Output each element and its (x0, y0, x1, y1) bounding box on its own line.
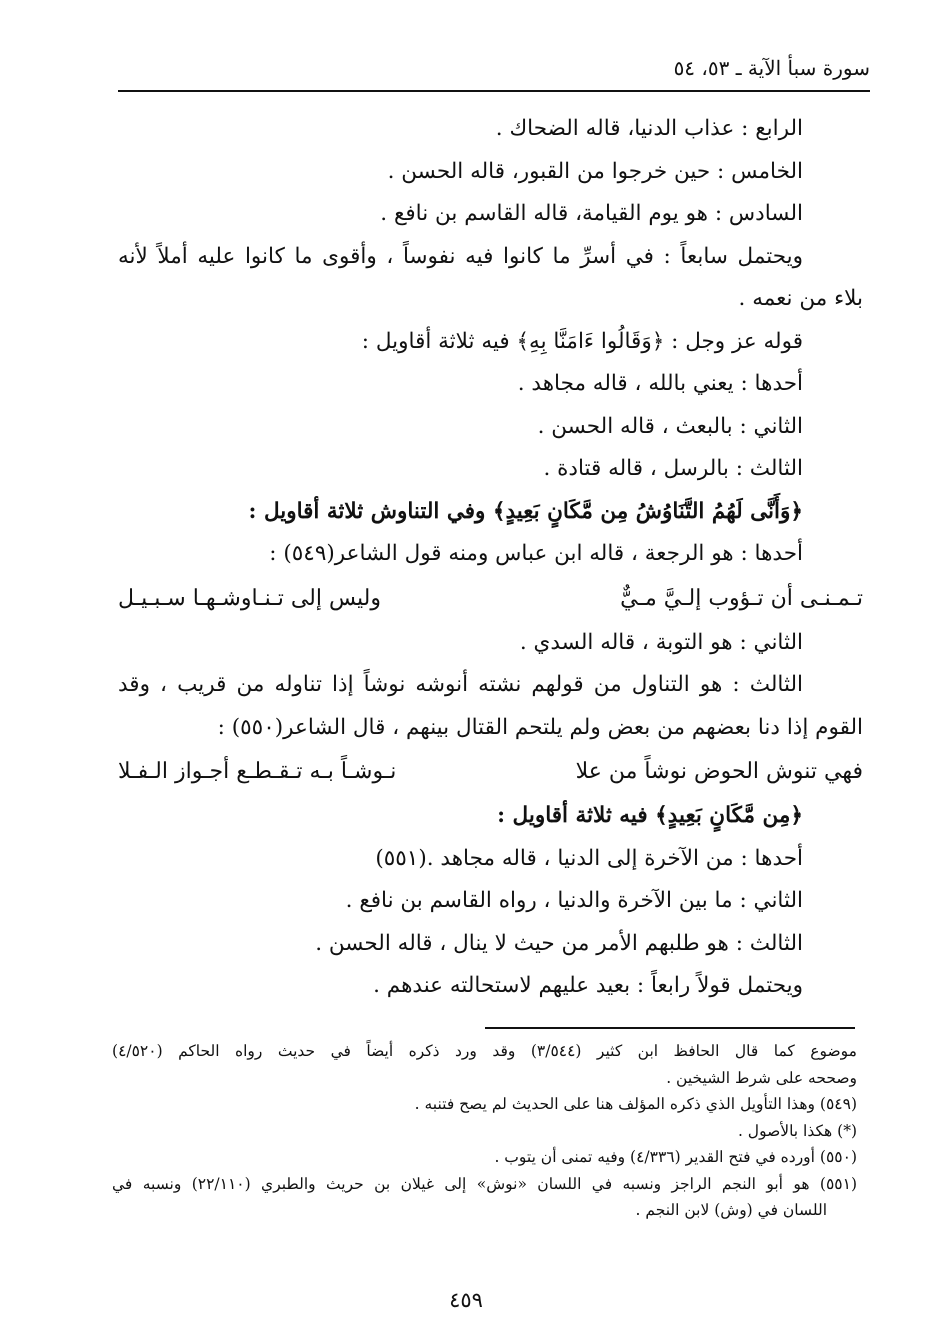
footnote-line: موضوع كما قال الحافظ ابن كثير (٣/٥٤٤) وقد ورد ذكره أيضاً في حديث رواه الحاكم (٤/٥٢٠) (112, 1042, 857, 1060)
text-line: ﴿مِن مَّكَانٍ بَعِيدٍ﴾ فيه ثلاثة أقاويل : (497, 803, 803, 828)
footnote-line: وصححه على شرط الشيخين . (666, 1068, 857, 1087)
text-line: الثالث : هو التناول من قولهم نشته أنوشه نوشاً إذا تناوله من قريب ، وقد (118, 672, 803, 697)
text-line: أحدها : من الآخرة إلى الدنيا ، قاله مجاهد .(٥٥١) (375, 845, 803, 871)
text-line: ﴿وَأَنَّى لَهُمُ التَّنَاوُشُ مِن مَّكَانٍ بَعِيدٍ﴾ وفي التناوش ثلاثة أقاويل : (248, 498, 803, 524)
footnotes (112, 1038, 857, 1224)
text-line: الرابع : عذاب الدنيا، قاله الضحاك . (495, 116, 803, 141)
footnote-line: (٥٥١) هو أبو النجم الراجز ونسبه في اللسان «نوش» إلى غيلان بن حريث والطبري (٢٢/١١٠) ونسبه في (112, 1174, 857, 1193)
text-line: الثاني : هو التوبة ، قاله السدي . (519, 629, 803, 655)
running-header (118, 54, 870, 88)
footnote-line: اللسان في (وش) لابن النجم . (635, 1201, 827, 1219)
text-line: الثالث : بالرسل ، قاله قتادة . (543, 456, 803, 481)
text-line: الخامس : حين خرجوا من القبور، قاله الحسن . (387, 158, 803, 184)
poetry-verse (118, 576, 863, 622)
footnote-line: (٥٤٩) وهذا التأويل الذي ذكره المؤلف هنا على الحديث لم يصح فتنبه . (414, 1095, 857, 1113)
verse-second-hemistich: نـوشـاً بـه تـقـطـع أجـواز الـفـلا (118, 759, 397, 784)
poetry-verse (118, 749, 863, 795)
text-line: ويحتمل سابعاً : في أسرِّ ما كانوا فيه نفوساً ، وأقوى ما كانوا عليه أملاً لأنه (118, 243, 803, 269)
text-line: قوله عز وجل : ﴿وَقَالُوا ءَامَنَّا بِهِ﴾ فيه ثلاثة أقاويل : (361, 328, 803, 354)
text-line: السادس : هو يوم القيامة، قاله القاسم بن نافع . (380, 201, 803, 226)
text-line: ويحتمل قولاً رابعاً : بعيد عليهم لاستحالته عندهم . (373, 973, 803, 998)
page-number: ٤٥٩ (449, 1288, 483, 1312)
text-line: الثالث : هو طلبهم الأمر من حيث لا ينال ، قاله الحسن . (315, 930, 803, 956)
verse-second-hemistich: وليس إلى تـنـاوشـهـا سـبـيـل (118, 585, 382, 611)
text-line: أحدها : هو الرجعة ، قاله ابن عباس ومنه قول الشاعر(٥٤٩) : (269, 541, 803, 566)
text-line: القوم إذا دنا بعضهم من بعض ولم يلتحم القتال بينهم ، قال الشاعر(٥٥٠) : (217, 714, 863, 740)
footnote-line: (*) هكذا بالأصول . (737, 1121, 857, 1140)
verse-first-hemistich: فهي تنوش الحوض نوشاً من علا (575, 759, 863, 784)
verse-first-hemistich: تـمـنـى أن تـؤوب إلـيَّ مـيٌّ (620, 585, 863, 611)
text-line: بلاء من نعمه . (738, 286, 863, 311)
main-text (118, 108, 863, 1008)
header-title: سورة سبأ الآية ـ ٥٣، ٥٤ (673, 56, 870, 80)
footnote-line: (٥٥٠) أورده في فتح القدير (٤/٣٣٦) وفيه تمنى أن يتوب . (494, 1148, 857, 1166)
text-line: أحدها : يعني بالله ، قاله مجاهد . (517, 371, 803, 396)
footnote-rule (485, 1027, 855, 1029)
text-line: الثاني : ما بين الآخرة والدنيا ، رواه القاسم بن نافع . (345, 888, 803, 913)
header-rule (118, 90, 870, 92)
text-line: الثاني : بالبعث ، قاله الحسن . (537, 413, 803, 439)
